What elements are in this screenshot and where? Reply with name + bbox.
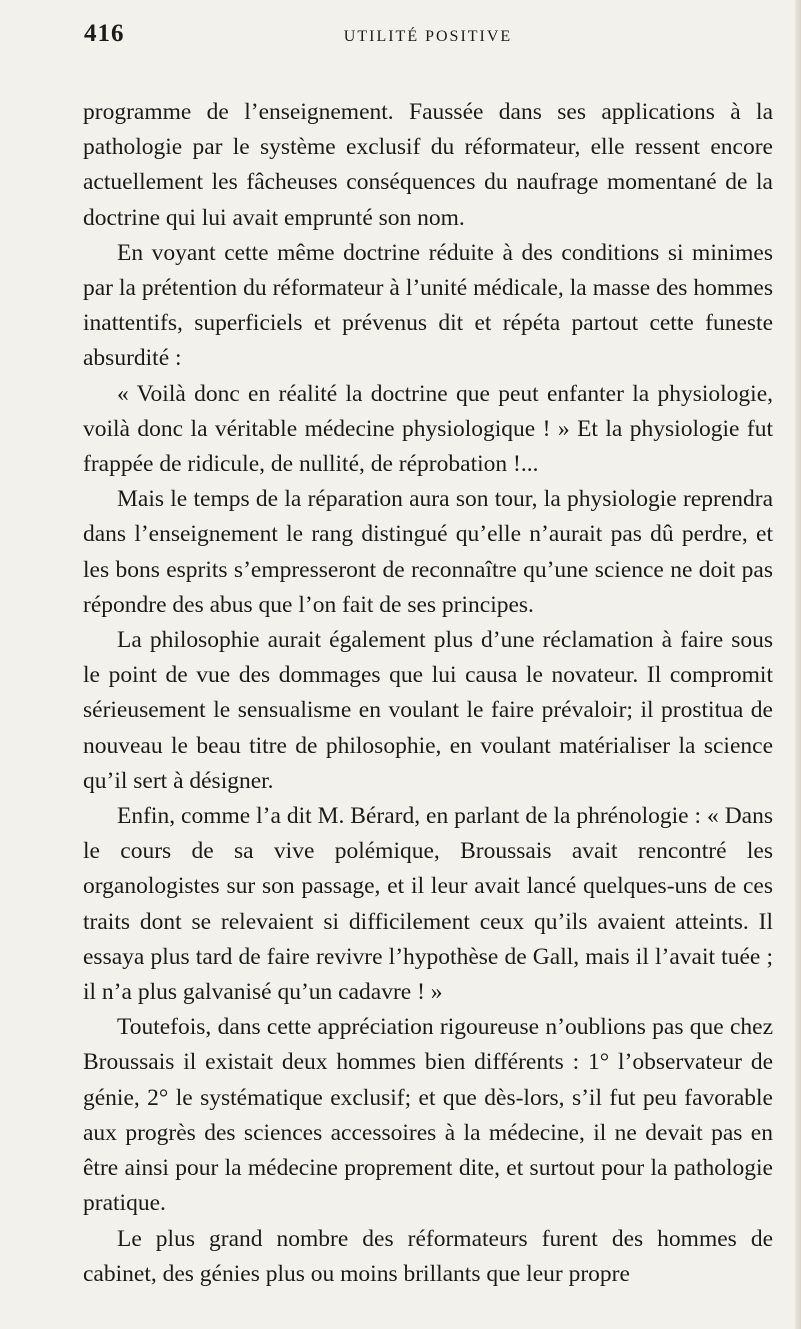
page-number: 416 xyxy=(84,20,125,47)
paragraph-continued: programme de l’enseignement. Faussée dans ses applications à la pathologie par le système exclusif du réformateur, elle ressent encore actuellement les fâcheuses conséquences du naufrage momentané de la doctrine qui lui avait emprunté son nom. xyxy=(83,99,773,231)
paragraph: La philosophie aurait également plus d’une réclamation à faire sous le point de vue des dommages que lui causa le novateur. Il compromit sérieusement le sensualisme en voulant le faire prévaloir; il prostitua de nouveau le beau titre de philosophie, en voulant matérialiser la science qu’il sert à désigner. xyxy=(83,627,773,794)
page-edge-shadow xyxy=(795,0,801,1329)
running-head xyxy=(83,20,773,60)
paragraph: Le plus grand nombre des réformateurs furent des hommes de cabinet, des génies plus ou moins brillants que leur propre xyxy=(83,1225,773,1287)
paragraph: En voyant cette même doctrine réduite à des conditions si minimes par la prétention du réformateur à l’unité médicale, la masse des hommes inattentifs, superficiels et prévenus dit et répéta partout cette funeste absurdité : xyxy=(83,239,773,372)
body-text xyxy=(83,95,773,1292)
paragraph: Toutefois, dans cette appréciation rigoureuse n’oublions pas que chez Broussais il existait deux hommes bien différents : 1° l’observateur de génie, 2° le systématique exclusif; et que dès-lors, s’il fut peu favorable aux progrès des sciences accessoires à la médecine, il ne devait pas en être ainsi pour la médecine proprement dite, et surtout pour la pathologie pratique. xyxy=(83,1014,773,1217)
paragraph: Enfin, comme l’a dit M. Bérard, en parlant de la phrénologie : « Dans le cours de sa vive polémique, Broussais avait rencontré les organologistes sur son passage, et il leur avait lancé quelques-uns de ces traits dont se relevaient si difficilement ceux qu’ils avaient atteints. Il essaya plus tard de faire revivre l’hypothèse de Gall, mais il l’avait tuée ; il n’a plus galvanisé qu’un cadavre ! » xyxy=(83,803,773,1006)
paragraph: Mais le temps de la réparation aura son tour, la physiologie reprendra dans l’enseignement le rang distingué qu’elle n’aurait pas dû perdre, et les bons esprits s’empresseront de reconnaître qu’une science ne doit pas répondre des abus que l’on fait de ses principes. xyxy=(83,486,773,618)
running-title: UTILITÉ POSITIVE xyxy=(343,28,513,45)
paragraph-quote: « Voilà donc en réalité la doctrine que peut enfanter la physiologie, voilà donc la véritable médecine physiologique ! » Et la physiologie fut frappée de ridicule, de nullité, de réprobation !... xyxy=(83,380,773,478)
